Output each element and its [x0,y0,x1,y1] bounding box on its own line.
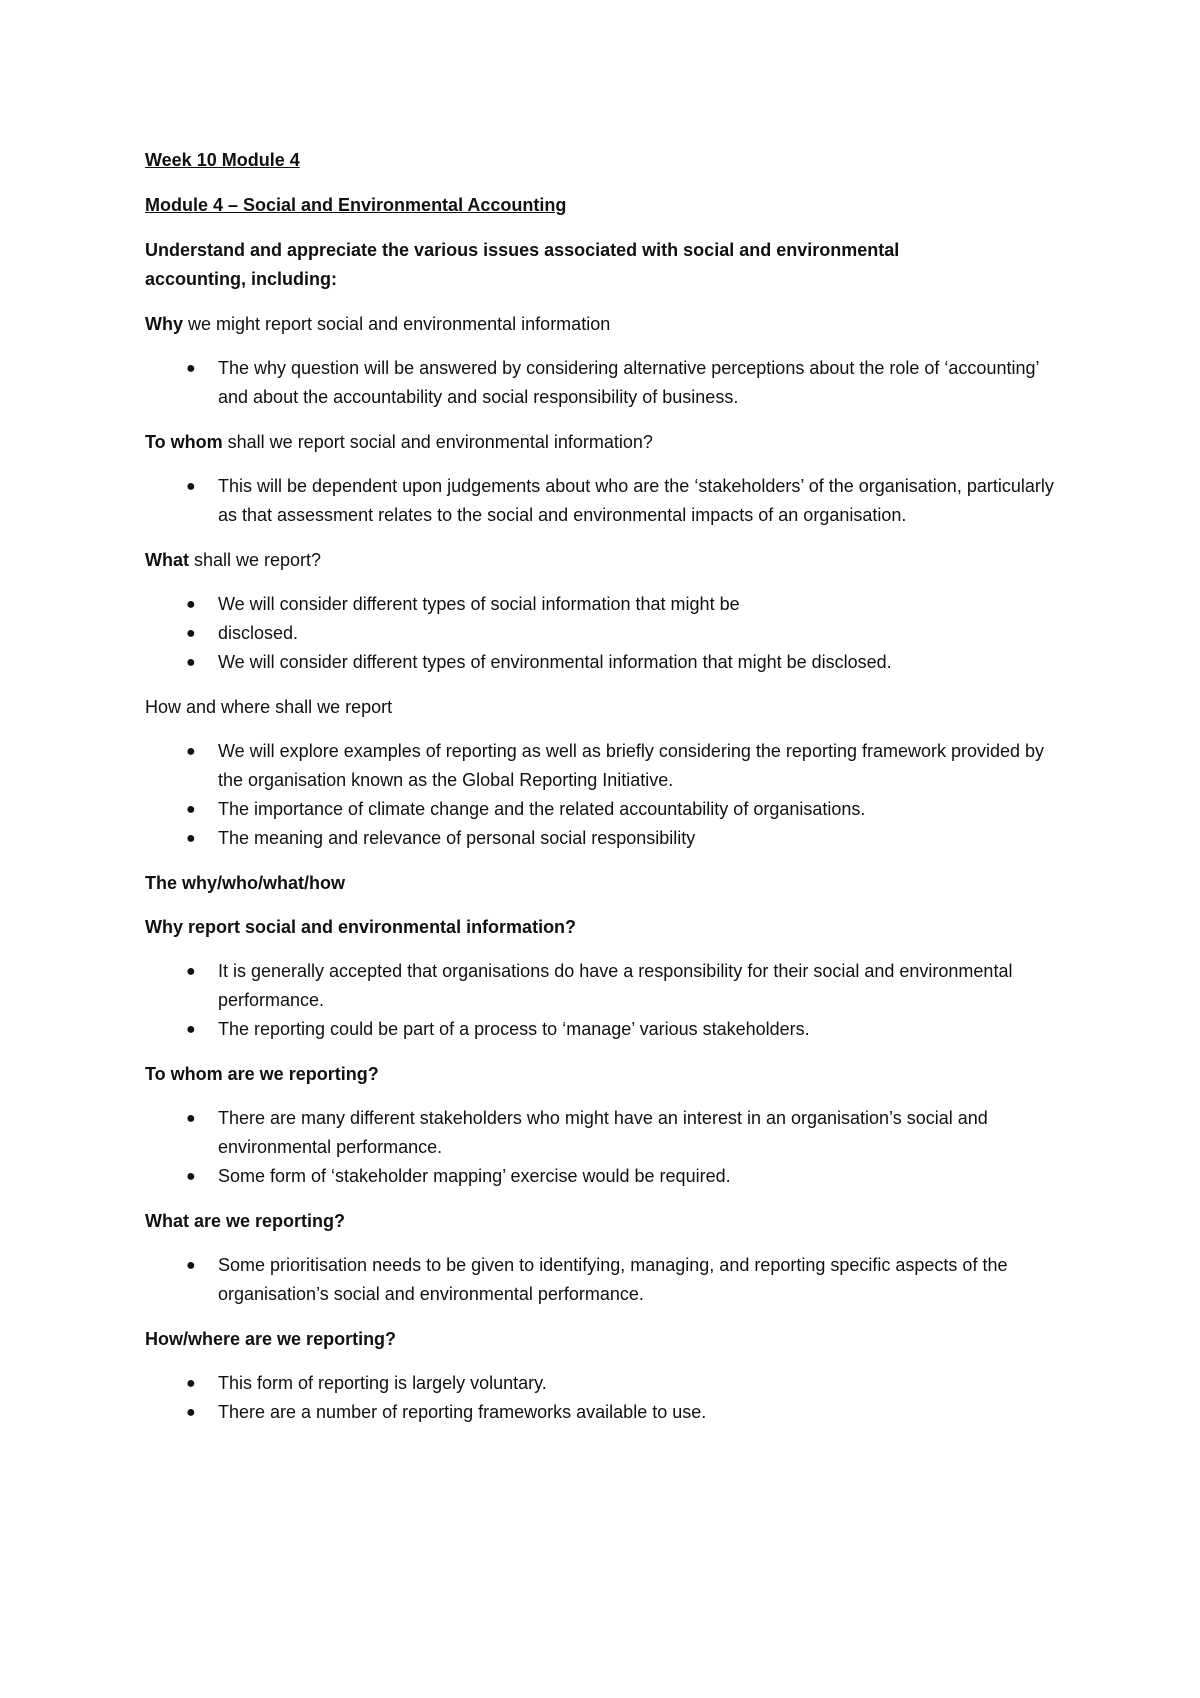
bullet-icon: ● [186,654,196,671]
list-item [145,1398,1058,1427]
list-item-text: The meaning and relevance of personal social responsibility [218,828,696,848]
list-item-text: Some form of ‘stakeholder mapping’ exercise would be required. [218,1166,731,1186]
list-item [145,1015,1058,1044]
bullet-icon: ● [186,1110,196,1127]
summary-heading-how: How/where are we reporting? [145,1329,397,1349]
section-lead: Why [145,314,183,334]
bullet-icon: ● [186,360,196,377]
bullet-list-to-whom [145,472,1080,530]
list-item-text: The importance of climate change and the related accountability of organisations. [218,799,866,819]
list-item [145,1251,1058,1309]
module-title: Module 4 – Social and Environmental Accounting [145,195,567,215]
summary-list-why [145,957,1080,1044]
bullet-icon: ● [186,801,196,818]
list-item-text: We will explore examples of reporting as well as briefly considering the reporting framework provided by the organisation known as the Global Reporting Initiative. [218,741,1045,790]
bullet-list-what [145,590,1080,677]
bullet-icon: ● [186,596,196,613]
list-item [145,737,1058,795]
bullet-icon: ● [186,963,196,980]
list-item [145,354,1058,412]
bullet-icon: ● [186,1021,196,1038]
list-item [145,795,1058,824]
summary-heading-to-whom: To whom are we reporting? [145,1064,379,1084]
list-item-text: disclosed. [218,623,299,643]
section-lead: How [145,697,182,717]
bullet-icon: ● [186,830,196,847]
list-item [145,590,1058,619]
section-lead: What [145,550,189,570]
list-item-text: This will be dependent upon judgements about who are the ‘stakeholders’ of the organisation, particularly as that assessment relates to the social and environmental impacts of an organisation. [218,476,1054,525]
section-rest: shall we report? [189,550,322,570]
summary-list-how [145,1369,1080,1427]
page-title: Week 10 Module 4 [145,150,300,170]
summary-heading-why: Why report social and environmental information? [145,917,577,937]
bullet-icon: ● [186,625,196,642]
bullet-list-why [145,354,1080,412]
bullet-icon: ● [186,1257,196,1274]
list-item [145,472,1058,530]
section-heading-how [145,693,1080,722]
list-item-text: The reporting could be part of a process to ‘manage’ various stakeholders. [218,1019,810,1039]
list-item [145,1369,1058,1398]
bullet-icon: ● [186,1404,196,1421]
list-item-text: We will consider different types of environmental information that might be disclosed. [218,652,892,672]
section-heading-what [145,546,1080,575]
summary-list-what [145,1251,1080,1309]
section-rest: and where shall we report [181,697,393,717]
bullet-list-how [145,737,1080,853]
list-item-text: There are a number of reporting frameworks available to use. [218,1402,707,1422]
section-rest: shall we report social and environmental information? [222,432,653,452]
summary-heading: The why/who/what/how [145,873,345,893]
list-item [145,619,1058,648]
bullet-icon: ● [186,1375,196,1392]
intro-text: Understand and appreciate the various issues associated with social and environmental accounting, including: [145,240,900,289]
list-item [145,824,1058,853]
list-item-text: There are many different stakeholders who might have an interest in an organisation’s social and environmental performance. [218,1108,988,1157]
bullet-icon: ● [186,1168,196,1185]
list-item [145,648,1058,677]
list-item [145,1162,1058,1191]
section-heading-to-whom [145,428,1080,457]
list-item-text: The why question will be answered by considering alternative perceptions about the role of ‘accounting’ and about the accountability and social responsibility of business. [218,358,1039,407]
list-item-text: We will consider different types of social information that might be [218,594,740,614]
list-item-text: This form of reporting is largely voluntary. [218,1373,547,1393]
list-item-text: It is generally accepted that organisations do have a responsibility for their social and environmental performance. [218,961,1013,1010]
section-lead: To whom [145,432,223,452]
list-item [145,957,1058,1015]
list-item [145,1104,1058,1162]
bullet-icon: ● [186,478,196,495]
list-item-text: Some prioritisation needs to be given to identifying, managing, and reporting specific aspects of the organisation’s social and environmental performance. [218,1255,1008,1304]
section-heading-why [145,310,1080,339]
bullet-icon: ● [186,743,196,760]
section-rest: we might report social and environmental information [183,314,611,334]
summary-heading-what: What are we reporting? [145,1211,346,1231]
summary-list-to-whom [145,1104,1080,1191]
